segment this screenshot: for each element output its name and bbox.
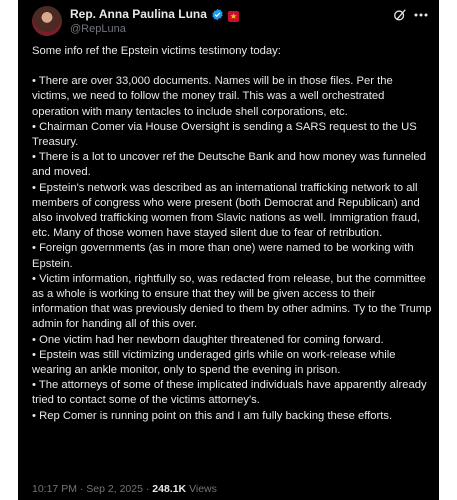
post-intro: Some info ref the Epstein victims testimony today: <box>32 45 281 57</box>
author-row <box>70 7 239 21</box>
more-icon[interactable] <box>413 8 429 22</box>
grok-icon[interactable] <box>393 8 407 22</box>
post-bullet: • There is a lot to uncover ref the Deutsche Bank and how money was funneled and moved. <box>32 151 426 179</box>
views-count: 248.1K <box>152 483 187 495</box>
post-bullet: • Epstein's network was described as an international trafficking network to all members of congress who were present (both Democrat and Republican) and also involved trafficking women from Slavic nations as well. Immigration fraud, etc. Many of those women have stayed silent due to fear of retribution. <box>32 181 421 240</box>
post-bullet: • Victim information, rightfully so, was redacted from release, but the committee as a whole is working to ensure that they will be given access to their information that was previously denied to them by other admins. Ty to the Trump admin for handing all of this over. <box>32 272 432 331</box>
meta-separator: · <box>79 483 84 495</box>
post-meta <box>32 483 217 495</box>
post-card <box>18 0 439 500</box>
post-bullet: • The attorneys of some of these implicated individuals have apparently already tried to contact some of the victims attorney's. <box>32 379 427 407</box>
post-bullet: • Rep Comer is running point on this and I am fully backing these efforts. <box>32 409 393 422</box>
verified-badge-icon <box>211 8 224 21</box>
post-date[interactable]: Sep 2, 2025 <box>86 483 143 495</box>
post-bullet: • Chairman Comer via House Oversight is sending a SARS request to the US Treasury. <box>32 120 417 149</box>
post-body <box>32 44 432 424</box>
post-header <box>32 6 429 42</box>
post-bullet: • Foreign governments (as in more than one) were named to be working with Epstein. <box>32 242 414 270</box>
post-bullet: • There are over 33,000 documents. Names will be in those files. Per the victims, we need to follow the money trail. This was a well orchestrated operation with many tentacles to include shell corporations, etc. <box>32 75 393 118</box>
post-bullet: • One victim had her newborn daughter threatened for coming forward. <box>32 333 384 346</box>
author-handle[interactable]: @RepLuna <box>70 23 126 35</box>
post-bullet: • Epstein was still victimizing underaged girls while on work-release while wearing an ankle monitor, only to spend the evening in prison. <box>32 348 396 377</box>
flag-icon <box>228 9 239 20</box>
author-name[interactable]: Rep. Anna Paulina Luna <box>70 7 207 21</box>
post-bullet-list <box>32 74 432 424</box>
meta-separator: · <box>145 483 150 495</box>
post-time[interactable]: 10:17 PM <box>32 483 77 495</box>
views-label: Views <box>189 483 217 495</box>
avatar[interactable] <box>32 6 62 36</box>
